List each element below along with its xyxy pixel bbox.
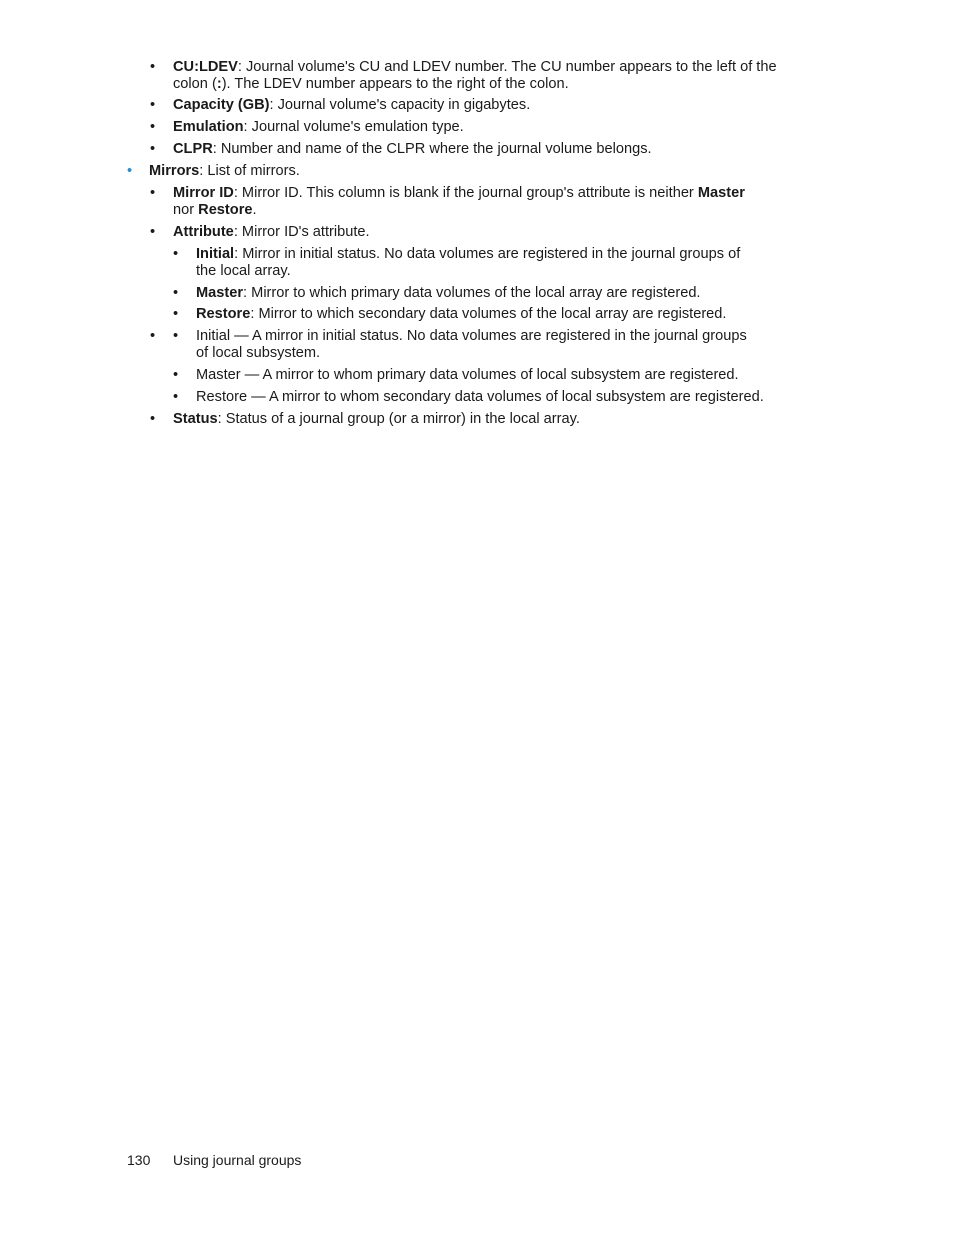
page-number: 130 — [127, 1152, 151, 1168]
term-restore: Restore — [196, 306, 251, 322]
definition-text: : Number and name of the CLPR where the journal volume belongs. — [212, 141, 652, 157]
definition-text: : Mirror ID. This column is blank if the journal group's attribute is neither — [233, 185, 698, 201]
term-attribute: Attribute — [173, 224, 234, 240]
bullet: • — [173, 389, 179, 405]
bullet: • — [150, 59, 156, 75]
definition-text: : Status of a journal group (or a mirror) in the local array. — [217, 411, 580, 427]
definition-text: : Journal volume's capacity in gigabytes. — [269, 97, 531, 113]
definition-text: : List of mirrors. — [199, 163, 300, 179]
definition-text: : Mirror ID's attribute. — [233, 224, 370, 240]
definition-text: . — [252, 202, 257, 218]
term-restore-inline: Restore — [198, 202, 253, 218]
term-cu-ldev: CU:LDEV — [173, 59, 238, 75]
definition-text: : Mirror in initial status. No data volumes are registered in the journal groups of — [234, 246, 741, 262]
term-status: Status — [173, 411, 218, 427]
definition-text: : Mirror to which secondary data volumes of the local array are registered. — [250, 306, 727, 322]
bullet: • — [173, 306, 179, 322]
bullet: • — [173, 246, 179, 262]
definition-text: colon ( — [173, 76, 217, 92]
term-mirror-id: Mirror ID — [173, 185, 234, 201]
definition-text: : Journal volume's emulation type. — [243, 119, 464, 135]
term-clpr: CLPR — [173, 141, 213, 157]
definition-text: ). The LDEV number appears to the right of the colon. — [221, 76, 569, 92]
definition-text: Initial — A mirror in initial status. No data volumes are registered in the journal groups — [196, 328, 747, 344]
colon-symbol: : — [216, 76, 222, 92]
bullet: • — [150, 97, 156, 113]
definition-text: : Journal volume's CU and LDEV number. The CU number appears to the left of the — [237, 59, 777, 75]
bullet: • — [173, 285, 179, 301]
definition-text: Restore — A mirror to whom secondary data volumes of local subsystem are registered. — [196, 389, 764, 405]
bullet: • — [150, 411, 156, 427]
term-emulation: Emulation — [173, 119, 244, 135]
definition-text: nor — [173, 202, 199, 218]
bullet: • — [127, 163, 133, 179]
term-initial: Initial — [196, 246, 235, 262]
definition-text: : Mirror to which primary data volumes of the local array are registered. — [243, 285, 701, 301]
definition-text: the local array. — [196, 263, 291, 279]
running-footer-title: Using journal groups — [173, 1152, 302, 1168]
definition-text: Master — A mirror to whom primary data volumes of local subsystem are registered. — [196, 367, 739, 383]
term-master-inline: Master — [697, 185, 745, 201]
bullet: • — [173, 328, 179, 344]
term-capacity: Capacity (GB) — [173, 97, 270, 113]
bullet: • — [150, 185, 156, 201]
bullet: • — [173, 367, 179, 383]
term-mirrors: Mirrors — [149, 163, 200, 179]
term-master: Master — [196, 285, 244, 301]
definition-text: of local subsystem. — [196, 345, 321, 361]
bullet: • — [150, 328, 156, 344]
bullet: • — [150, 119, 156, 135]
bullet: • — [150, 141, 156, 157]
bullet: • — [150, 224, 156, 240]
